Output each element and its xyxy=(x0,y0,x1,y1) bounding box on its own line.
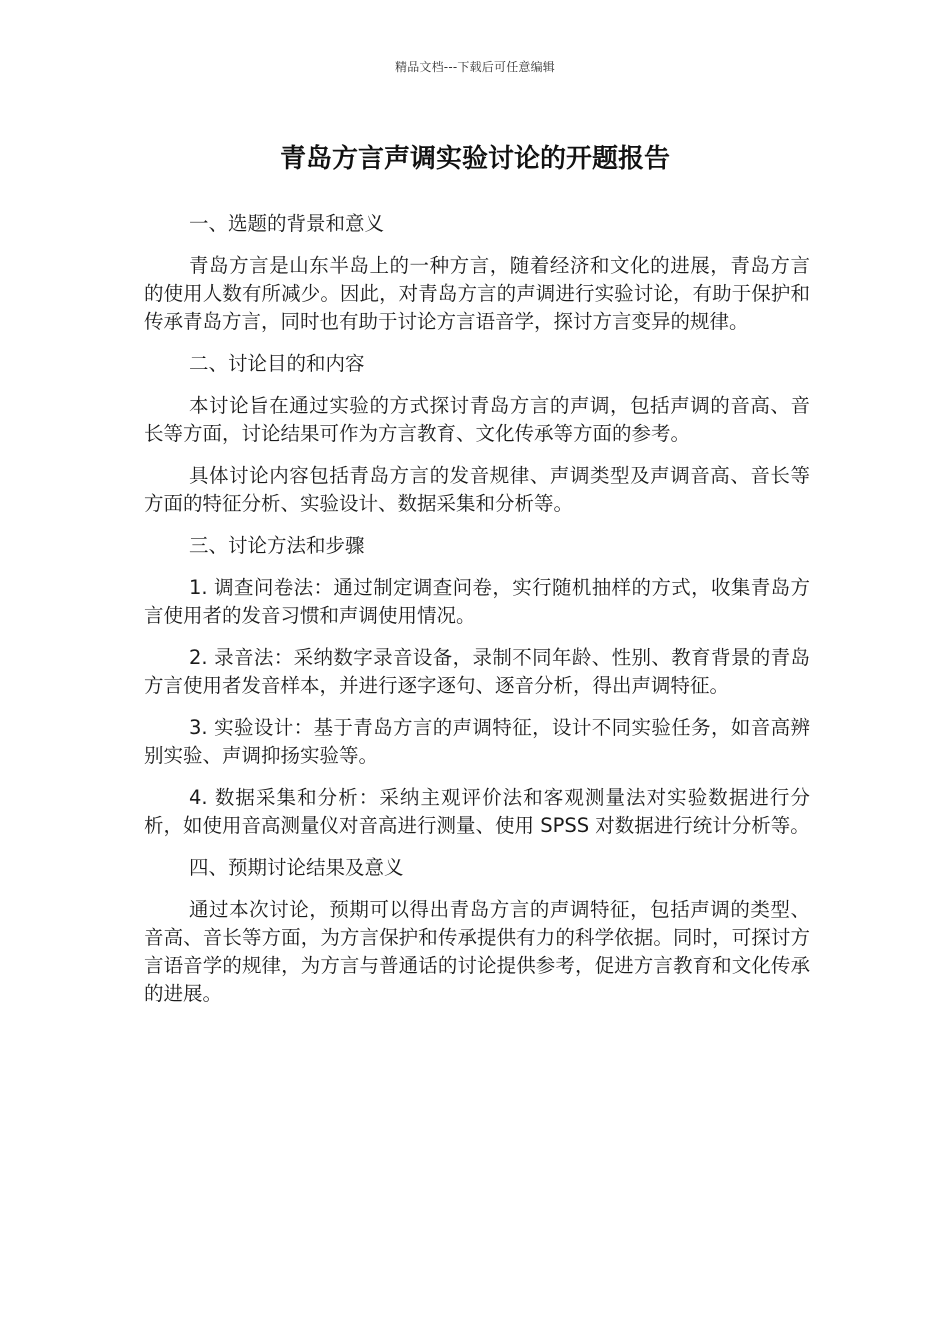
paragraph-method-experiment: 3. 实验设计：基于青岛方言的声调特征，设计不同实验任务，如音高辨别实验、声调抑扬实验等。 xyxy=(144,716,810,767)
section-heading-methods: 三、讨论方法和步骤 xyxy=(189,534,365,557)
paragraph-purpose: 本讨论旨在通过实验的方式探讨青岛方言的声调，包括声调的音高、音长等方面，讨论结果可作为方言教育、文化传承等方面的参考。 xyxy=(144,394,810,445)
section-heading-purpose: 二、讨论目的和内容 xyxy=(189,352,365,375)
paragraph-background: 青岛方言是山东半岛上的一种方言，随着经济和文化的进展，青岛方言的使用人数有所减少。因此，对青岛方言的声调进行实验讨论，有助于保护和传承青岛方言，同时也有助于讨论方言语音学，探讨方言变异的规律。 xyxy=(144,254,810,333)
paragraph-method-analysis: 4. 数据采集和分析：采纳主观评价法和客观测量法对实验数据进行分析，如使用音高测量仪对音高进行测量、使用 SPSS 对数据进行统计分析等。 xyxy=(144,786,810,837)
paragraph-content: 具体讨论内容包括青岛方言的发音规律、声调类型及声调音高、音长等方面的特征分析、实验设计、数据采集和分析等。 xyxy=(144,464,810,515)
paragraph-method-survey: 1. 调查问卷法：通过制定调查问卷，实行随机抽样的方式，收集青岛方言使用者的发音习惯和声调使用情况。 xyxy=(144,576,810,627)
paragraph-method-recording: 2. 录音法：采纳数字录音设备，录制不同年龄、性别、教育背景的青岛方言使用者发音样本，并进行逐字逐句、逐音分析，得出声调特征。 xyxy=(144,646,810,697)
page-title: 青岛方言声调实验讨论的开题报告 xyxy=(279,144,670,174)
document-body xyxy=(144,210,810,1022)
section-heading-background: 一、选题的背景和意义 xyxy=(189,212,385,235)
header-note: 精品文档---下载后可任意编辑 xyxy=(395,60,555,74)
section-heading-results: 四、预期讨论结果及意义 xyxy=(189,856,404,879)
paragraph-results: 通过本次讨论，预期可以得出青岛方言的声调特征，包括声调的类型、音高、音长等方面，为方言保护和传承提供有力的科学依据。同时，可探讨方言语音学的规律，为方言与普通话的讨论提供参考，促进方言教育和文化传承的进展。 xyxy=(144,898,810,1005)
